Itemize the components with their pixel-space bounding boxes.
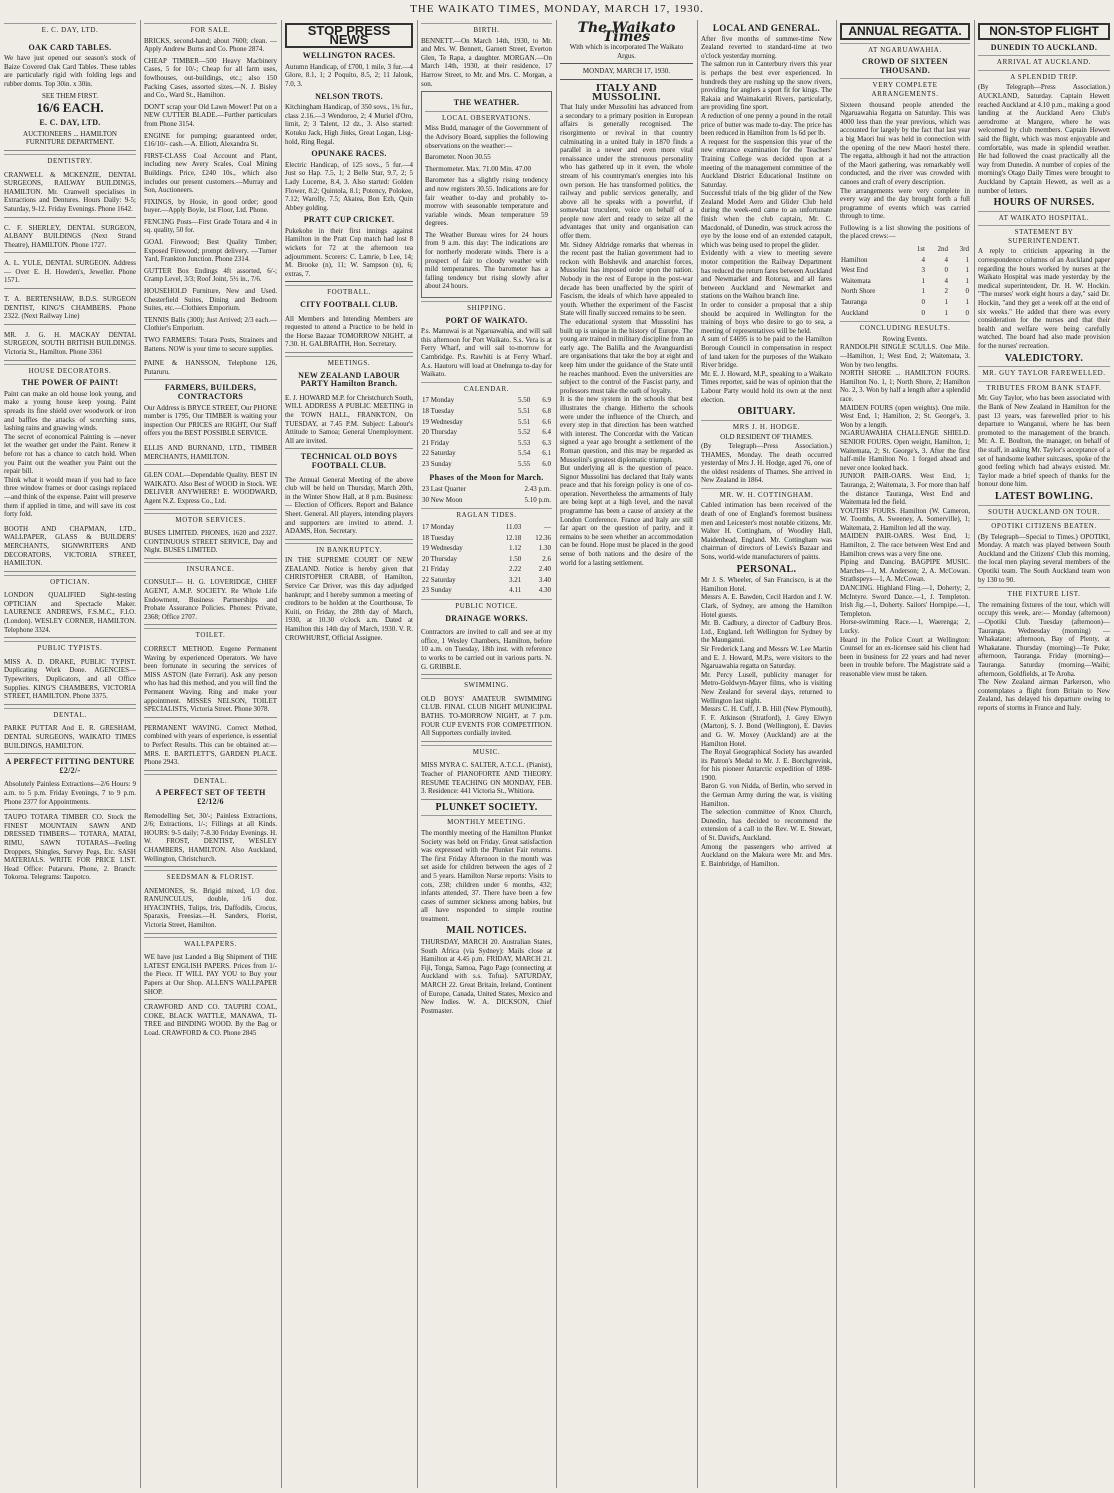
news-heading: OPUNAKE RACES. — [311, 149, 387, 159]
regatta-row-cell: 3 — [921, 266, 925, 275]
ad-body: MISS MYRA C. SALTER, A.T.C.L. (Pianist), Teacher of PIANOFORTE AND THEORY. RESUME TEACHING ON MONDAY, FEB. 3. Residence: 441 Victoria St., Whitiora. — [421, 758, 552, 799]
news-body: THURSDAY, MARCH 20. Australian States, South Africa (via Sydney): Mails close at Hamilton at 4.45 p.m. FRIDAY, MARCH 21. Fiji, Tonga, Samoa, Pago Pago (connecting at Auckland with s.s. Tofua). SATURDAY, MARCH 22. Great Britain, Ireland, Continent of Europe, Canada, United States, Mexico and New Indies. W. A. DICKSON, Chief Postmaster. — [421, 938, 552, 1015]
section-heading: DENTAL. — [144, 774, 277, 786]
news-body: Sixteen thousand people attended the Ngaruawahia Regatta on Saturday. This was 4000 less than the year previous, which was accounted for largely by the fact that last year a big Maori hui was held in connection with the opening of the new Maori hostel there. The regatta, although it had not the attraction of the Maori gathering, was remarkably well conducted, and the river was crowded with canoes and craft of every description. The arrangements were very complete in every way and the day brought forth a full programme of events which was carried through to time. — [840, 100, 970, 221]
news-body: Pukekohe in their first innings against Hamilton in the Pratt Cup match had lost 8 wickets for 72 at the afternoon tea adjournment. Scorers: C. Lamrie, b Lee, 14; M. Brooke (n), 11; W. Sampson (n), 6; extras, 7. — [285, 226, 413, 278]
news-subheading: CROWD OF SIXTEEN THOUSAND. — [861, 57, 949, 75]
calendar-row — [421, 427, 552, 438]
regatta-row-cell: 1 — [965, 266, 969, 275]
column-rule — [140, 20, 141, 1488]
ad-firm: E. C. DAY, LTD. — [39, 118, 101, 128]
moon-row — [421, 484, 552, 495]
ad-dentist: C. F. SHERLEY, DENTAL SURGEON, ALBANY BUILDINGS (Next Strand Theatre), HAMILTON. Phone 1727. — [4, 221, 136, 254]
calendar-row-cell: 6.6 — [542, 417, 551, 426]
section-heading: TOILET. — [144, 628, 277, 640]
regatta-row-cell: 3rd — [959, 245, 969, 254]
editorial-date: MONDAY, MARCH 17, 1930. — [582, 67, 671, 76]
section-heading: PUBLIC NOTICE. — [421, 599, 552, 611]
news-body: P.s. Manuwai is at Ngaruawahia, and will sail this afternoon for Port Waikato. S.s. Vera is at Ferry Wharf, and will sail to-morrow for Cambridge. P.s. Rawhiti is at Ferry Wharf. A.s. Hautoru will load at Onehunga to-day for Waikato. — [421, 327, 552, 379]
regatta-row-cell: 1 — [965, 255, 969, 264]
calendar-row-cell: 5.54 — [517, 449, 531, 458]
ad-insurance: CONSULT— H. G. LOVERIDGE, CHIEF AGENT, A.M.P. SOCIETY. Re Whole Life Endowment, Business Partnerships and Probate Assurance Policies. Phones: Private, 2368; Office 2707. — [144, 575, 277, 625]
calendar-row-cell: 6.4 — [542, 428, 551, 437]
ad-paine: PAINE & HANSSON, Telephone 126, Putaruru. — [144, 356, 277, 380]
ad-ellis: ELLIS AND BURNAND, LTD., TIMBER MERCHANTS, HAMILTON. — [144, 441, 277, 465]
section-heading: INSURANCE. — [144, 562, 277, 574]
ad-card-tables — [4, 37, 136, 151]
regatta-row — [840, 244, 970, 255]
calendar-row — [421, 438, 552, 449]
moon-row-cell: 2.43 p.m. — [524, 485, 551, 494]
calendar-row-cell: 6.1 — [542, 449, 551, 458]
ad-title: FARMERS, BUILDERS, CONTRACTORS — [164, 383, 257, 401]
classified-item: GUTTER Box Endings 4ft assorted, 6/-; Cramp Level, 3/3; Roof Joint, 5½ in., 7/6. — [144, 266, 277, 284]
calendar-row-cell: 20 Thursday — [422, 428, 458, 437]
news-subheading: CONCLUDING RESULTS. — [840, 321, 970, 333]
column-classifieds-2 — [144, 20, 277, 1488]
calendar-row-cell: 5.50 — [517, 396, 531, 405]
section-heading: RAGLAN TIDES. — [421, 508, 552, 520]
news-subheading: MRS J. H. HODGE. — [701, 420, 832, 432]
calendar-table — [421, 395, 552, 469]
calendar-row-cell: 6.3 — [542, 438, 551, 447]
calendar-row-cell: 22 Saturday — [422, 449, 456, 458]
calendar-row-cell: 6.0 — [542, 459, 551, 468]
news-subheading: AT NGARUAWAHIA. — [840, 43, 970, 55]
regatta-row-cell: 0 — [921, 298, 925, 307]
moon-row-cell: 23 Last Quarter — [422, 485, 466, 494]
regatta-row-cell: 1st — [916, 245, 925, 254]
calendar-row — [421, 395, 552, 406]
moon-row-cell: 30 New Moon — [422, 495, 463, 504]
regatta-row-cell — [840, 244, 907, 255]
column-rule — [417, 20, 418, 1488]
calendar-row-cell: 17 Monday — [422, 396, 455, 405]
news-body: (By Telegraph—Press Association.) THAMES, Monday. The death occurred yesterday of Mrs J. H. Hodge, aged 76, one of the oldest residents of Thames. She arrived in New Zealand in 1864. — [701, 441, 832, 485]
ad-optician: LONDON QUALIFIED Sight-testing OPTICIAN and Spectacle Maker. LAURENCE ANDREWS, F.S.M.C., F.I.O. (London). WESLEY CORNER, HAMILTON. Telephone 3324. — [4, 588, 136, 638]
news-subheading: MR. W. H. COTTINGHAM. — [701, 488, 832, 500]
ad-dentist: CRANWELL & MCKENZIE, DENTAL SURGEONS, RAILWAY BUILDINGS, HAMILTON. Mr. Cranwell specialises in Extractions and Dentures. Hours Daily: 9-5; Saturday, 9-12. Friday Evenings. Phone 1642. — [4, 168, 136, 218]
ad-dentist: A. L. YULE, DENTAL SURGEON. Address— Over E. H. Howden's, Jeweller. Phone 1571. — [4, 256, 136, 289]
regatta-row-cell: 1 — [965, 276, 969, 285]
column-classifieds-1 — [4, 20, 136, 1488]
page-masthead: THE WAIKATO TIMES, MONDAY, MARCH 17, 1930. — [410, 3, 704, 15]
news-heading: PORT OF WAIKATO. — [445, 315, 528, 325]
tide-row-cell: 18 Tuesday — [422, 533, 455, 542]
regatta-row-cell: North Shore — [841, 287, 876, 296]
news-body: Autumn Handicap, of £700, 1 mile, 3 fur.—4 Glore, 8.1, 1; 2 Poquito, 8.5, 2; 11 Jalouk, 7.0, 3. — [285, 62, 413, 88]
tides-table — [421, 522, 552, 596]
news-body: Mr J. S. Wheeler, of San Francisco, is at the Hamilton Hotel. Messrs A. E. Bawden, Cecil Hardon and J. W. Clark, of Sydney, are among the Hamilton Hotel guests. Mr. B. Cadbury, a director of Cadbury Bros. Ltd., England, left Wellington for Sydney by the Maunganui. Sir Frederick Lang and Messrs W. Lee Martin and E. J. Howard, M.P.s, were visitors to the Ngaruawahia regatta on Saturday. Mr. Percy Lusell, publicity manager for Metro-Goldwyn-Mayer films, who is visiting New Zealand for several days, returned to Wellington last night. Messrs C. H. Cuff, J. B. Hill (New Plymouth), F. F. Atkinson (Stratford), J. Grey Elwyn (Marton), S. J. Bond (Wellington), E. Davies and G. W. Moxey (Auckland) are at the Hamilton Hotel. The Royal Geographical Society has awarded its Patron's Medal to Mr. J. E. Borchgrevink, for his pioneer Antarctic expedition of 1898-1900. Baron G. von Nidda, of Berlin, who served in the German Army during the war, is visiting Hamilton. The selection committee of Knox Church, Dunedin, has decided to recommend the extension of a call to the Rev. W. E. Stewart, of St. David's, Auckland. Among the passengers who arrived at Auckland on the Makura were Mr. and Mrs. E. Bainbridge, of Hamilton. — [701, 576, 832, 868]
column-rule — [974, 20, 975, 1488]
ad-glen-coal: GLEN COAL—Dependable Quality. BEST IN WAIKATO. Also Best of WOOD in Stock. WE DELIVER ANYWHERE! E. WOODWARD, Agent N.Z. Express Co., Ltd. — [144, 468, 277, 509]
tide-row — [421, 522, 552, 533]
section-heading: MEETINGS. — [285, 356, 413, 368]
tide-row-cell: 2.40 — [538, 565, 551, 574]
editorial-masthead: The Waikato Times — [577, 20, 676, 45]
section-heading: FOOTBALL. — [285, 285, 413, 297]
ad-wallpaper: WE have just Landed a Big Shipment of THE LATEST ENGLISH PAPERS. Prices from 1/- the Piece. IT WILL PAY YOU to Buy your Papers at Our Shop. ALLEN'S WALLPAPER SHOP. — [144, 950, 277, 1000]
regatta-row — [840, 286, 970, 297]
calendar-row-cell: 5.55 — [517, 459, 531, 468]
regatta-row-cell: 4 — [944, 255, 949, 264]
section-heading: DENTISTRY. — [4, 154, 136, 166]
news-subheading: MONTHLY MEETING. — [421, 815, 552, 827]
news-body: The remaining fixtures of the tour, which will occupy this week, are:— Monday (afternoon)—Opotiki Club. Tuesday (afternoon)—Tauranga. Wednesday (morning) — Whakatane; afternoon, Bay of Plenty, at Whakatane. Thursday (morning)—Te Puke; afternoon, Tauranga. Friday (morning)—Tauranga. Saturday (morning—Waihi; afternoon, Goldfields, at Te Aroha. The New Zealand airman Parkerson, who contemplates a flight from Britain to New Zealand, has delayed his departure owing to reports of storms in France and Italy. — [978, 600, 1110, 712]
column-rule — [281, 20, 282, 1488]
ad-title: OAK CARD TABLES. — [28, 42, 112, 52]
flight-heading: NON-STOP FLIGHT — [978, 23, 1110, 40]
regatta-row-cell: 0 — [944, 266, 949, 275]
tide-row-cell: 11.03 — [505, 522, 522, 531]
ad-title: TECHNICAL OLD BOYS FOOTBALL CLUB. — [300, 452, 398, 470]
weather-thermometer: Thermometer. Max. 71.00 Min. 47.00 — [425, 164, 531, 173]
ad-title: THE POWER OF PAINT! — [21, 378, 119, 388]
news-body: A reply to criticism appearing in the correspondence columns of an Auckland paper regarding the hours worked by nurses at the Waikato Hospital was made yesterday by the medical superintendent, Dr. H. W. Hockin. "The nurses' work eight hours a day," said Dr. Hockin, "and they get a week off at the end of six weeks." He added that there was every consideration for the nurses and that their health and welfare were being carefully watched. The board had also made provision for the nurses' recreation. — [978, 247, 1110, 350]
tide-row-cell: 12.18 — [505, 533, 522, 542]
regatta-row — [840, 276, 970, 287]
classified-item: FENCING Posts—First Grade Totara and 4 in sq. quality, 50 for. — [144, 217, 277, 235]
news-heading: PRATT CUP CRICKET. — [303, 215, 395, 225]
regatta-row-cell: Tauranga — [841, 298, 867, 307]
weather-body: Miss Budd, manager of the Government of the Advisory Board, supplies the following observations on the weather:— — [425, 124, 548, 150]
ad-dentist: T. A. BERTENSHAW, B.D.S. SURGEON DENTIST, KING'S CHAMBERS. Phone 2322. (Next Railway Line) — [4, 292, 136, 325]
calendar-row — [421, 406, 552, 417]
ad-typist: MISS A. D. DRAKE, PUBLIC TYPIST. Duplicating Work Done. AGENCIES—Typewriters, Duplicators, and all Office Supplies. KING'S CHAMBERS, VICTORIA STREET, HAMILTON. Phone 3375. — [4, 655, 136, 705]
regatta-row-cell: 4 — [944, 276, 949, 285]
regatta-row — [840, 297, 970, 308]
regatta-row-cell: 0 — [921, 308, 925, 317]
news-body: RANDOLPH SINGLE SCULLS. One Mile.—Hamilton, 1; West End, 2; Waitemata, 3. Won by two lengths. NORTH SHORE ... HAMILTON FOURS. Hamilton No. 1, 1; North Shore, 2; Hamilton No. 2, 3. Won by half a length after a splendid race. MAIDEN FOURS (open weights). One mile. West End, 1; Hamilton, 2; St. George's, 3. Won by a length. NGARUAWAHIA CHALLENGE SHIELD. SENIOR FOURS. Open weight, Hamilton, 1; Waitemata, 2; St. George's, 3. After the first half-mile Hamilton No. 1 forged ahead and never once looked back. JUNIOR PAIR-OARS. West End, 1; Tauranga, 2; Waitemata, 3. For more than half the distance Tauranga, West End and Waitemata led the field. YOUTHS' FOURS. Hamilton (W. Cameron, W. Toombs, A. Sweeney, A. Somerville), 1; Waitemata, 2. Hamilton led all the way. MAIDEN PAIR-OARS. West End, 1; Hamilton, 2. The race between West End and Hamilton crews was a very fine one. Piping and Dancing. BAGPIPE MUSIC. Marches—1, M. Anderson; 2, A. McCowan. Strathspeys—1, A. McCowan. DANCING. Highland Fling.—1, Doherty; 2, McIntyre. Sword Dance.—1, J. Templeton. Irish Jig.—1, Doherty. Sailors' Hornpipe.—1, Templeton. Horse-swimming Race.—1, Waerenga; 2, Lucky. Heard in the Police Court at Wellington: Counsel for an ex-licensee said his client had been in business for 22 years and had never been in trouble before. The Magistrate said a reasonable view must be taken. — [840, 343, 970, 678]
news-heading: VALEDICTORY. — [1004, 352, 1084, 364]
column-rule — [697, 20, 698, 1488]
tide-row-cell: 4.30 — [538, 586, 551, 595]
weather-body: The Weather Bureau wires for 24 hours from 9 a.m. this day: The indications are for northerly moderate winds. There is a prospect of fair to cloudy weather with mild temperatures. The barometer has a falling tendency but rising slowly after about 24 hours. — [425, 230, 548, 291]
column-notices — [421, 20, 552, 1488]
moon-table — [421, 484, 552, 505]
calendar-row-cell: 23 Sunday — [422, 459, 452, 468]
news-subheading: SOUTH AUCKLAND ON TOUR. — [978, 505, 1110, 517]
classified-item: HOUSEHOLD Furniture, New and Used. Chesterfield Suites, Dining and Bedroom Suites, etc.—Clothiers Emporium. — [144, 287, 277, 313]
calendar-row-cell: 18 Tuesday — [422, 406, 455, 415]
regatta-row-cell: 2nd — [937, 245, 949, 254]
calendar-row-cell: 5.53 — [517, 438, 531, 447]
ad-title: CITY FOOTBALL CLUB. — [300, 300, 398, 310]
section-heading: FOR SALE. — [144, 23, 277, 35]
weather-box — [421, 91, 552, 298]
calendar-row-cell: 19 Wednesday — [422, 417, 463, 426]
ad-body: Paint can make an old house look young, and make a young house keep young. Paint spreads its fine shield over woodwork or iron and baffles the attacks of scorching suns, lashing rains and gnawing winds. The secret of economical Painting is —never let the weather get under the Paint. Renew it before rot has a chance to catch hold. When you Paint out the weather you Paint out the repair bill. Think what it would mean if you had to face three window frames or door casings replaced—and think of the expense. Paint will preserve them if applied in time, and will save its cost forty fold. — [4, 389, 136, 519]
regatta-row-cell: 1 — [944, 308, 949, 317]
classified-item: GOAL Firewood; Best Quality Timber; Exposed Firewood; prompt delivery. —Turner Yard, Frankton Junction. Phone 2314. — [144, 238, 277, 264]
tide-row-cell: 2.6 — [542, 554, 551, 563]
news-subheading: AT WAIKATO HOSPITAL. — [978, 211, 1110, 223]
editorial-title: ITALY AND MUSSOLINI. — [592, 81, 661, 103]
regatta-row-cell: 0 — [965, 308, 969, 317]
notice-body: BENNETT.—On March 14th, 1930, to Mr. and Mrs. W. Bennett, Garnett Street, Everton Glen, Te Rapa, a daughter. MORGAN.—On March 14th, 1930, at their residence, 17 Harrow Street, to Mr. and Mrs. C. Morgan, a son. — [421, 36, 552, 88]
column-rule — [556, 20, 557, 1488]
news-subheading: VERY COMPLETE ARRANGEMENTS. — [840, 78, 970, 98]
moon-heading: Phases of the Moon for March. — [429, 472, 544, 482]
weather-barometer: Barometer. Noon 30.55 — [425, 153, 491, 162]
calendar-row — [421, 448, 552, 459]
news-heading: PERSONAL. — [736, 563, 797, 575]
tide-row-cell: 21 Friday — [422, 565, 450, 574]
ad-body: Remodelling Set, 30/-; Painless Extractions, 2/6; Extractions, 1/-; Fillings at all Kinds. HOURS: 9-5 daily; 7-8.30 Friday Evenings. H. W. FROST, DENTIST, WESLEY CHAMBERS, HAMILTON. Also Auckland, Wellington, Christchurch. — [144, 809, 277, 868]
regatta-row-cell: 4 — [921, 255, 925, 264]
ad-buses: BUSES LIMITED. PHONES, 1620 and 2327. CONTINUOUS STREET SERVICE, Day and Night. BUSES LIMITED. — [144, 526, 277, 559]
classified-item: TENNIS Balls (300); Just Arrived; 2/3 each.—Clothier's Emporium. — [144, 315, 277, 333]
regatta-row-cell: Waitemata — [841, 276, 871, 285]
tide-row — [421, 564, 552, 575]
ad-firm-line: AUCTIONEERS ... HAMILTON FURNITURE DEPARTMENT. — [23, 129, 117, 147]
news-heading: OBITUARY. — [737, 406, 796, 418]
section-heading: HOUSE DECORATORS. — [4, 364, 136, 376]
column-stop-press — [285, 20, 413, 1488]
news-heading: WELLINGTON RACES. — [302, 51, 396, 61]
calendar-row — [421, 417, 552, 428]
calendar-row — [421, 459, 552, 470]
tide-row-cell: 1.50 — [509, 554, 522, 563]
ad-body: OLD BOYS' AMATEUR SWIMMING CLUB. FINAL CLUB NIGHT MUNICIPAL BATHS. TO-MORROW NIGHT, at 7 p.m. FOUR CUP EVENTS FOR COMPETITION. All Supporters cordially invited. — [421, 692, 552, 742]
ad-booth: BOOTH AND CHAPMAN, LTD., WALLPAPER, GLASS & BUILDERS' MERCHANTS, SIGNWRITERS AND DECORATORS, VICTORIA STREET, HAMILTON. — [4, 522, 136, 572]
moon-row-cell: 5.10 p.m. — [524, 495, 551, 504]
tide-row-cell: 12.36 — [535, 533, 551, 542]
news-subheading: ARRIVAL AT AUCKLAND. — [978, 55, 1110, 67]
tide-row-cell: 3.21 — [509, 575, 522, 584]
news-body: The monthly meeting of the Hamilton Plunket Society was held on Friday. Great satisfaction was expressed with the Plunket Fair returns. The first Friday Afternoon in the month was set aside for children between the ages of 2 and 5 years. Hamilton Nurse reports: Visits to cots, 238; children under 6 months, 432; infants attended, 37. There have been a few cases of summer sickness among babies, but all have responded to simple routine treatment. — [421, 828, 552, 923]
ad-crawford: CRAWFORD AND CO. TAUPIRI COAL, COKE, BLACK WATTLE, MANAWA, TI-TREE and BINDING WOOD. By the Bag or Load. CRAWFORD & CO. Phone 2845 — [144, 1003, 277, 1037]
news-subheading: TRIBUTES FROM BANK STAFF. — [978, 381, 1110, 393]
tide-row-cell: 19 Wednesday — [422, 544, 463, 553]
ad-toilet: CORRECT METHOD. Eugene Permanent Waving by experienced Operators. We have been fortunate in securing the services of MISS ASTON (late Ferrari). Ask any person who has had this method, and you will find the Permanent Waving. Ring and make your appointment. MISSES NELSON, TOILET SPECIALISTS, Victoria Street. Phone 3078. — [144, 642, 277, 718]
column-rule — [836, 20, 837, 1488]
regatta-row-cell: Hamilton — [841, 255, 868, 264]
calendar-row-cell: 6.8 — [542, 406, 551, 415]
ad-title: NEW ZEALAND LABOUR PARTY Hamilton Branch. — [298, 370, 400, 389]
tide-row — [421, 585, 552, 596]
section-heading: MUSIC. — [421, 745, 552, 757]
column-local-general — [701, 20, 832, 1488]
editorial-sub: With which is incorporated The Waikato Argus. — [569, 43, 684, 60]
section-heading: SHIPPING. — [421, 301, 552, 313]
weather-heading: THE WEATHER. — [453, 98, 520, 108]
column-editorial — [560, 20, 693, 1488]
section-heading: SEEDSMAN & FLORIST. — [144, 870, 277, 882]
regatta-row-cell: West End — [841, 266, 868, 275]
section-heading: CALENDAR. — [421, 382, 552, 394]
news-heading: NELSON TROTS. — [315, 91, 383, 101]
calendar-row-cell: 21 Friday — [422, 438, 450, 447]
regatta-row — [840, 265, 970, 276]
news-heading: HOURS OF NURSES. — [993, 197, 1095, 209]
news-heading: LATEST BOWLING. — [994, 490, 1094, 502]
classified-item: ENGINE for pumping; guaranteed order, £16/10/- cash.—A. Elliott, Alexandra St. — [144, 131, 277, 149]
tide-row-cell: 4.11 — [509, 586, 522, 595]
classified-item: TWO FARMERS: Totara Posts, Strainers and Battens. NOW is your time to secure supplies. — [144, 336, 277, 353]
section-heading: WALLPAPERS. — [144, 937, 277, 949]
classified-item: BRICKS, second-hand; about 7600; clean. —Apply Andrew Burns and Co. Phone 2874. — [144, 36, 277, 54]
tide-row-cell: 2.22 — [509, 565, 522, 574]
editorial-body: That Italy under Mussolini has advanced from a secondary to a primary position in European affairs is generally recognised. The risorgimento or revival in that country culminating in a united Italy in 1870 finds a parallel in a newer and even more vital renaissance under the strenuous personality who has gathered up in it even, the whole stream of his countryman's energies into his own person. He has transformed politics, the railway and public services generally, and above all he speaks with a powerful, if somewhat truculent, voice on behalf of a people now alert and ready to seize all the advantages that unity and organisation can offer them. Mr. Sidney Aldridge remarks that whereas in the recent past the Italian government had to reckon with Bolshevik and anarchist forces, Mussolini has imposed order upon the nation. Nobody in the rest of Europe in the post-war decade has been unaffected by the spirit of Fascism, the ideals of which have appealed to youth. Whether the experiment of the Fascist State will finally succeed remains to be seen. The educational system that Mussolini has built up is unique in the history of Europe. The young are trained in military discipline from an early age. The Balilla and the Avanguardisti are organisations that take the boy at eight and keep him under the guidance of the State until he reaches manhood. Even the universities are subject to the control of the Fascist party, and professors must take the oath of loyalty. It is the new system in the schools that best illustrates the change. Hitherto the schools were under the influence of the Church, and every step in that direction has been watched with interest. The Concordat with the Vatican signed a year ago brought a settlement of the Roman question, and this may be regarded as Mussolini's greatest diplomatic triumph. But underlying all is the question of peace. Signor Mussolini has declared that Italy wants peace and that his foreign policy is one of co-operation. Nevertheless the armaments of Italy are being kept at a high level, and the naval programme has been a cause of anxiety at the London Conference. France and Italy are still far apart on the question of parity, and it remains to be seen whether an accommodation can be found. Hope must be placed in the good sense of both nations and the desire of the world for a lasting settlement. — [560, 103, 693, 567]
ad-timber: TAUPO TOTARA TIMBER CO. Stock the FINEST MOUNTAIN SAWN AND DRESSED TIMBERS— TOTARA, MATAI, RIMU, SAWN TOTARAS—Feeling Droppers, Shingles, Survey Pegs, Etc. SASH MATERIALS. WRITE FOR PRICE LIST. Head Office: Putaruru. Phone, 2. Branch: Tokoroa. Telegrams: Taupotco. — [4, 813, 136, 882]
news-body: After five months of summer-time New Zealand reverted to standard-time at two o'clock yesterday morning. The salmon run in Canterbury rivers this year is perhaps the best ever experienced. In hundreds they are rushing up the snow rivers, providing for anglers a sport fit for kings. The Rakaia and Waimakariri Rivers, particularly, are providing fine sport. A reduction of one penny a pound in the retail price of butter was made to-day. The price has been reduced in Hamilton from 1s 6d per lb. A request for the suspension this year of the new entrance examination for the Teachers' Training College was decided upon at a meeting of the management committee of the Auckland District Educational Institute on Saturday. Successful trials of the big glider of the New Zealand Model Aero and Glider Club held during the week-end came to an unfortunate finish when the club captain, Mr. C. Macdonald, of Dunedin, was struck across the eye by the loose end of an extended catapult, which was being used to propel the glider. Evidently with a view to meeting severe motor competition the Railway Department has reduced the return fares between Auckland and Newmarket and Rotorua, and all fares between Auckland and Newmarket and stations on the Waihou branch line. In order to consider a proposal that a ship should be acquired in Wellington for the training of boys who desire to go to sea, a meeting of representatives will be held. A sum of £4695 is to be paid to the Hamilton Borough Council in compensation in respect of land taken for the purposes of the Waikato River bridge. Mr. E. J. Howard, M.P., speaking to a Waikato Times reporter, said he was of opinion that the Labour Party would hold its own at the next election. — [701, 34, 832, 404]
news-body: Following is a list showing the positions of the placed crews:— — [840, 223, 970, 241]
news-subheading: A SPLENDID TRIP. — [978, 70, 1110, 82]
news-subheading: OLD RESIDENT OF THAMES. — [720, 433, 813, 442]
news-subheading: Rowing Events. — [882, 334, 928, 343]
ad-body: All Members and Intending Members are requested to attend a Practice to be held in the Horse Bazaar TOMORROW NIGHT, at 7.30. H. GALBRAITH, Hon. Secretary. — [285, 312, 413, 353]
tide-row-cell: 1.12 — [509, 544, 522, 553]
regatta-row — [840, 255, 970, 266]
notice-body: IN THE SUPREME COURT OF NEW ZEALAND. Notice is hereby given that CHRISTOPHER CRABB, of Hamilton, Service Car Driver, was this day adjudged bankrupt; and I hereby summon a meeting of creditors to be holden at the Courthouse, Te Kuiti, on Friday, the 28th day of March, 1930, at 10.30 o'clock a.m. Dated at Hamilton this 14th day of March, 1930. V. R. CROWHURST, Official Assignee. — [285, 556, 413, 642]
section-heading: MOTOR SERVICES. — [144, 513, 277, 525]
calendar-row-cell: 5.51 — [517, 417, 531, 426]
regatta-row-cell: 0 — [965, 287, 969, 296]
ad-line: SEE THEM FIRST. — [42, 91, 98, 100]
tide-row-cell: 1.30 — [538, 544, 551, 553]
calendar-row-cell: 6.9 — [542, 396, 551, 405]
ad-seeds: ANEMONES, St. Brigid mixed, 1/3 doz. RANUNCULUS, double, 1/6 doz. HYACINTHS, Tulips, Iris, Daffodils, Crocus, Sparaxis, Freesias.—H. Sanders, Florist, Victoria Street, Hamilton. — [144, 884, 277, 934]
regatta-row-cell: 1 — [965, 298, 969, 307]
ad-dentist: MR. J. G. H. MACKAY DENTAL SURGEON, SOUTH BRITISH BUILDINGS. Victoria St., Hamilton. Phone 3361 — [4, 328, 136, 361]
section-heading: SWIMMING. — [421, 678, 552, 690]
news-body: (By Telegraph—Special to Times.) OPOTIKI, Monday. A match was played between South Auckland and the Citizens' Club this morning, the local men playing several members of the Opotiki team. The South Auckland team won by 130 to 90. — [978, 532, 1110, 584]
news-heading: PLUNKET SOCIETY. — [435, 801, 538, 813]
tide-row-cell: 3.40 — [538, 575, 551, 584]
stop-press-heading: STOP PRESS NEWS — [285, 23, 413, 48]
tide-row-cell: 22 Saturday — [422, 575, 456, 584]
news-body: Mr. Guy Taylor, who has been associated with the Bank of New Zealand in Hamilton for the past 13 years, was farewelled prior to his departure to Wanganui, where he has been promoted to the management of the branch. Mr. A. E. Boulton, the manager, on behalf of the staff, in asking Mr. Taylor's acceptance of a set of handsome leather suitcases, spoke of the good feeling which had always existed. Mr. Taylor made a brief speech of thanks for the honour done him. — [978, 394, 1110, 489]
column-regatta — [840, 20, 970, 1488]
ad-body: The Annual General Meeting of the above club will be held on Thursday, March 20th, in the Winter Show Hall, at 8 p.m. Business:— Election of Officers. Report and Balance Sheet. General. All players, intending players and supporters are invited to attend. J. ADAMS, Hon. Secretary. — [285, 473, 413, 540]
regatta-row-cell: 1 — [921, 276, 925, 285]
ad-body: Our Address is BRYCE STREET, Our PHONE number is 1795, Our TIMBER is waiting your inspection Our PRICES are RIGHT, Our Staff offers you the BEST POSSIBLE SERVICE. — [144, 403, 277, 438]
news-body: Kitchingham Handicap, of 350 sovs., 1¾ fur., class 2.16.—3 Wendoroo, 2; 4 Muriel d'Oro, limit, 2; 3 Talent, 12 dz., 3. Also started: Kotuku Jack, High Jinks, Great Logan, Lisg-hold, Ring Regal. — [285, 103, 413, 146]
regatta-row — [840, 308, 970, 319]
news-heading: LOCAL AND GENERAL. — [712, 23, 821, 33]
regatta-heading: ANNUAL REGATTA. — [840, 23, 970, 40]
weather-body: Barometer has a slightly rising tendency and now registers 30.55. Indications are for fair weather to-day and probably to-morrow with seasonable temperature and variable winds. Mean temperature 59 degrees. — [425, 176, 548, 228]
classified-item: DON'T scrap your Old Lawn Mower! Put on a NEW CUTTER BLADE.—Further particulars from Phone 3154. — [144, 102, 277, 128]
ad-price: 16/6 EACH. — [36, 100, 104, 116]
tide-row — [421, 543, 552, 554]
news-subheading: MR. GUY TAYLOR FAREWELLED. — [978, 366, 1110, 378]
ad-perm: PERMANENT WAVING. Correct Method, combined with years of experience, is essential to Perfect Results. This can be obtained at:— MRS. E. BARTLETT'S, GARDEN PLACE. Phone 2943. — [144, 721, 277, 771]
tide-row-cell: 23 Sunday — [422, 586, 452, 595]
regatta-row-cell: 1 — [921, 287, 925, 296]
ad-body: Absolutely Painless Extractions—2/6 Hours: 9 a.m. to 5 p.m. Friday Evenings, 7 to 9 p.m. Phone 2377 for Appointments. — [4, 777, 136, 810]
ad-title: A PERFECT SET OF TEETH £2/12/6 — [155, 788, 266, 806]
regatta-row-cell: 1 — [944, 298, 949, 307]
ad-title: DRAINAGE WORKS. — [445, 613, 528, 623]
ad-body: E. J. HOWARD M.P. for Christchurch South, WILL ADDRESS A PUBLIC MEETING in the TOWN HALL, FRANKTON, On TUESDAY, at 7.45 P.M. Subject: Labour's Attitude to Samoa; General Unemployment. All are invited. — [285, 391, 413, 450]
ad-title: A PERFECT FITTING DENTURE £2/2/- — [5, 757, 135, 775]
classified-item: FIRST-CLASS Coal Account and Plant, including new Avery Scales, Coal Mining Buildings. Price, £240 10s., which also includes our present customers.—Murray and Son, Auctioneers. — [144, 151, 277, 195]
regatta-row-cell: Auckland — [841, 308, 869, 317]
news-body: (By Telegraph—Press Association.) AUCKLAND, Saturday. Captain Hewett reached Auckland at 4.10 p.m., making a good landing at the Auckland Aero Club's aerodrome at Mangere, where he was welcomed by club members. Captain Hewett said the flight, which was most enjoyable and comfortable, was made in splendid weather. He had followed the coast practically all the way from Dunedin. A number of copies of the morning's Otago Daily Times were brought to Auckland by Captain Hewett, as well as a number of letters. — [978, 83, 1110, 195]
news-subheading: DUNEDIN TO AUCKLAND. — [990, 42, 1098, 52]
tide-row-cell: 17 Monday — [422, 522, 455, 531]
news-subheading: THE FIXTURE LIST. — [978, 587, 1110, 599]
news-subheading: STATEMENT BY SUPERINTENDENT. — [978, 225, 1110, 245]
calendar-row-cell: 5.52 — [517, 428, 531, 437]
news-subheading: OPOTIKI CITIZENS BEATEN. — [978, 519, 1110, 531]
regatta-table — [840, 244, 970, 318]
tide-row-cell: — — [544, 522, 551, 531]
section-heading: DENTAL. — [4, 708, 136, 720]
classified-item: FIXINGS, by Hosie, in good order; good buyer.—Apply Boyle, 1st Floor, Ltd. Phone. — [144, 197, 277, 215]
section-heading: PUBLIC TYPISTS. — [4, 641, 136, 653]
tide-row — [421, 554, 552, 565]
section-heading: OPTICIAN. — [4, 575, 136, 587]
calendar-row-cell: 5.51 — [517, 406, 531, 415]
classified-item: CHEAP TIMBER—500 Heavy Macbinery Cases, 5 for 10/-; Cheap for all farm uses, fowlhouses, out-buildings, etc.; also 150 Packing Cases, assorted sizes.—N. J. Bisley and Co., Ward St., Hamilton. — [144, 56, 277, 100]
column-flight — [978, 20, 1110, 1488]
news-heading: MAIL NOTICES. — [446, 925, 527, 937]
news-body: Electric Handicap, of 125 sovs., 5 fur.—4 Just so Hap. 7.5, 1; 2 Belle Star, 9.7, 2; 5 Lady Lucerne, 8.4, 3. Also started: Golden Flower, 8.2; Quintola, 8.1; Potency, Polokee, 7.12; Warolly, 7.5; Akatea, Bon Ezh, Quin Abbey golding. — [285, 160, 413, 212]
tide-row — [421, 575, 552, 586]
weather-subheading: LOCAL OBSERVATIONS. — [425, 111, 548, 123]
tide-row — [421, 533, 552, 544]
news-body: Cabled intimation has been received of the death of one of England's foremost business men and Leicester's most notable citizens, Mr. Walter H. Cottingham, of Woodley Hall, Maidenhead, England. Mr. Cottingham was chairman of directors of Lewis's Bazaar and Sons, world-wide manufacturers of paints. — [701, 501, 832, 562]
moon-row — [421, 495, 552, 506]
ad-body: Contractors are invited to call and see at my office, 1 Wesley Chambers, Hamilton, before 10 a.m. on Tuesday, 18th inst. with reference to works to be carried out in various parts. N. G. GRIBBLE. — [421, 625, 552, 675]
section-heading: E. C. DAY, LTD. — [4, 23, 136, 35]
section-heading: BIRTH. — [421, 23, 552, 35]
tide-row-cell: 20 Thursday — [422, 554, 458, 563]
section-heading: IN BANKRUPTCY. — [285, 543, 413, 555]
ad-dental: PARKE PUTTAR And E. R. GRESHAM, DENTAL SURGEONS, WAIKATO TIMES BUILDINGS, HAMILTON. — [4, 721, 136, 754]
regatta-row-cell: 2 — [944, 287, 949, 296]
ad-body: We have just opened our season's stock of Baize Covered Oak Card Tables. These tables are particularly rigid with folding legs and rubber domts. Top 30in. x 30in. — [4, 54, 136, 88]
